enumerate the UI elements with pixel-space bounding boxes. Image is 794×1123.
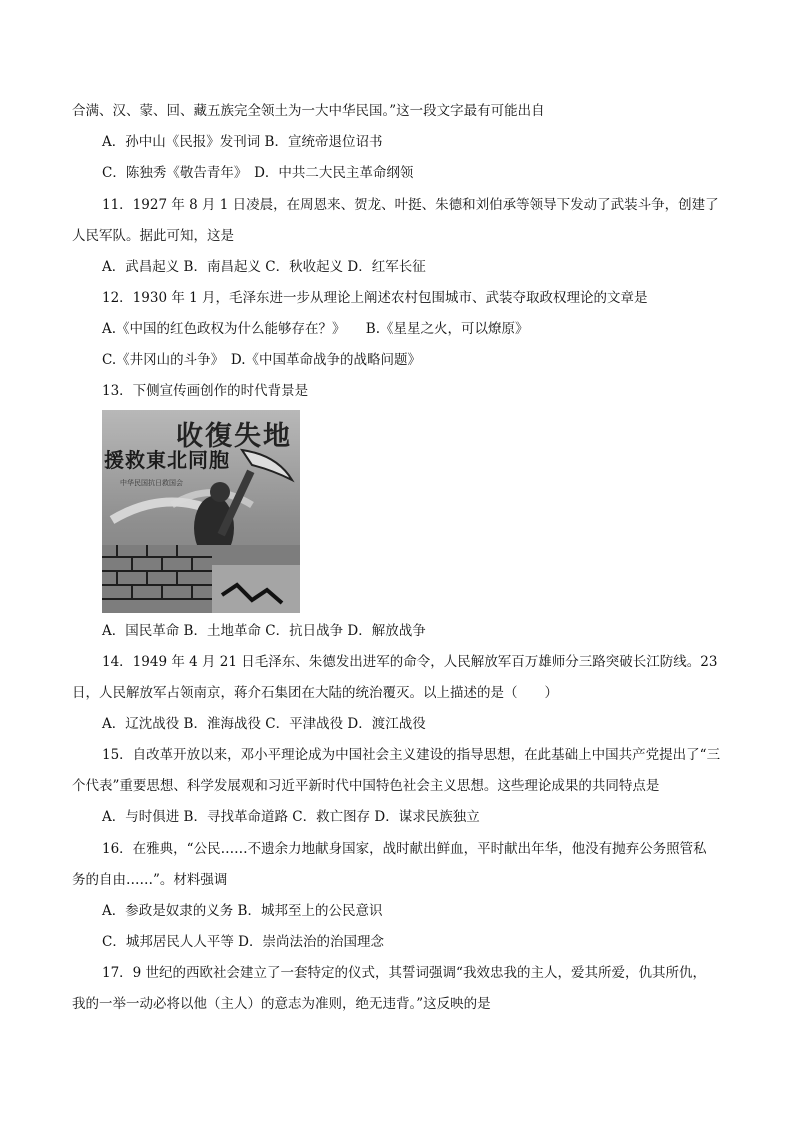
q11-options: A．武昌起义 B．南昌起义 C．秋收起义 D．红军长征 xyxy=(102,259,426,275)
q17-stem-cont: 我的一举一动必将以他（主人）的意志为准则，绝无违背。”这反映的是 xyxy=(72,996,491,1012)
q16-stem: 16．在雅典，“公民……不遗余力地献身国家，战时献出鲜血，平时献出年华，他没有抛弃公务照管私 xyxy=(102,841,707,857)
poster-title-side: 援救東北同胞 xyxy=(104,448,230,472)
q17-stem: 17．9 世纪的西欧社会建立了一套特定的仪式，其誓词强调“我效忠我的主人，爱其所爱，仇其所仇， xyxy=(102,965,706,981)
q13-options: A．国民革命 B．土地革命 C．抗日战争 D．解放战争 xyxy=(102,623,426,639)
q15-options: A．与时俱进 B．寻找革命道路 C．救亡图存 D．谋求民族独立 xyxy=(102,809,480,825)
q16-options-cd: C．城邦居民人人平等 D．崇尚法治的治国理念 xyxy=(102,934,384,950)
q15-stem: 15．自改革开放以来，邓小平理论成为中国社会主义建设的指导思想，在此基础上中国共产党提出了“三 xyxy=(102,747,721,763)
propaganda-poster-image xyxy=(102,410,300,613)
q14-stem: 14．1949 年 4 月 21 日毛泽东、朱德发出进军的命令，人民解放军百万雄师分三路突破长江防线。23 xyxy=(102,654,718,670)
poster-caption: 中华民国抗日救国会 xyxy=(120,479,183,487)
q14-stem-cont: 日，人民解放军占领南京，蒋介石集团在大陆的统治覆灭。以上描述的是（ ） xyxy=(72,685,558,701)
great-wall-graphic xyxy=(102,545,300,613)
q15-stem-cont: 个代表”重要思想、科学发展观和习近平新时代中国特色社会主义思想。这些理论成果的共同特点是 xyxy=(72,778,660,794)
q12-options-ab: A.《中国的红色政权为什么能够存在？》 B.《星星之火，可以燎原》 xyxy=(102,321,529,337)
q12-options-cd: C.《井冈山的斗争》 D.《中国革命战争的战略问题》 xyxy=(102,352,422,368)
q16-options-ab: A．参政是奴隶的义务 B．城邦至上的公民意识 xyxy=(102,903,383,919)
q11-stem: 11．1927 年 8 月 1 日凌晨，在周恩来、贺龙、叶挺、朱德和刘伯承等领导下发动了武装斗争，创建了 xyxy=(102,197,719,213)
q10-stem-end: 合满、汉、蒙、回、藏五族完全领土为一大中华民国。”这一段文字最有可能出自 xyxy=(72,103,545,119)
q11-stem-cont: 人民军队。据此可知，这是 xyxy=(72,228,234,244)
q16-stem-cont: 务的自由……”。材料强调 xyxy=(72,872,228,888)
q13-stem: 13．下侧宣传画创作的时代背景是 xyxy=(102,383,309,399)
q10-options-ab: A．孙中山《民报》发刊词 B．宣统帝退位诏书 xyxy=(102,134,383,150)
q14-options: A．辽沈战役 B．淮海战役 C．平津战役 D．渡江战役 xyxy=(102,716,426,732)
poster-title-top: 收復失地 xyxy=(176,421,292,452)
q10-options-cd: C．陈独秀《敬告青年》 D．中共二大民主革命纲领 xyxy=(102,165,414,181)
q12-stem: 12．1930 年 1 月，毛泽东进一步从理论上阐述农村包围城市、武装夺取政权理论的文章是 xyxy=(102,290,648,306)
